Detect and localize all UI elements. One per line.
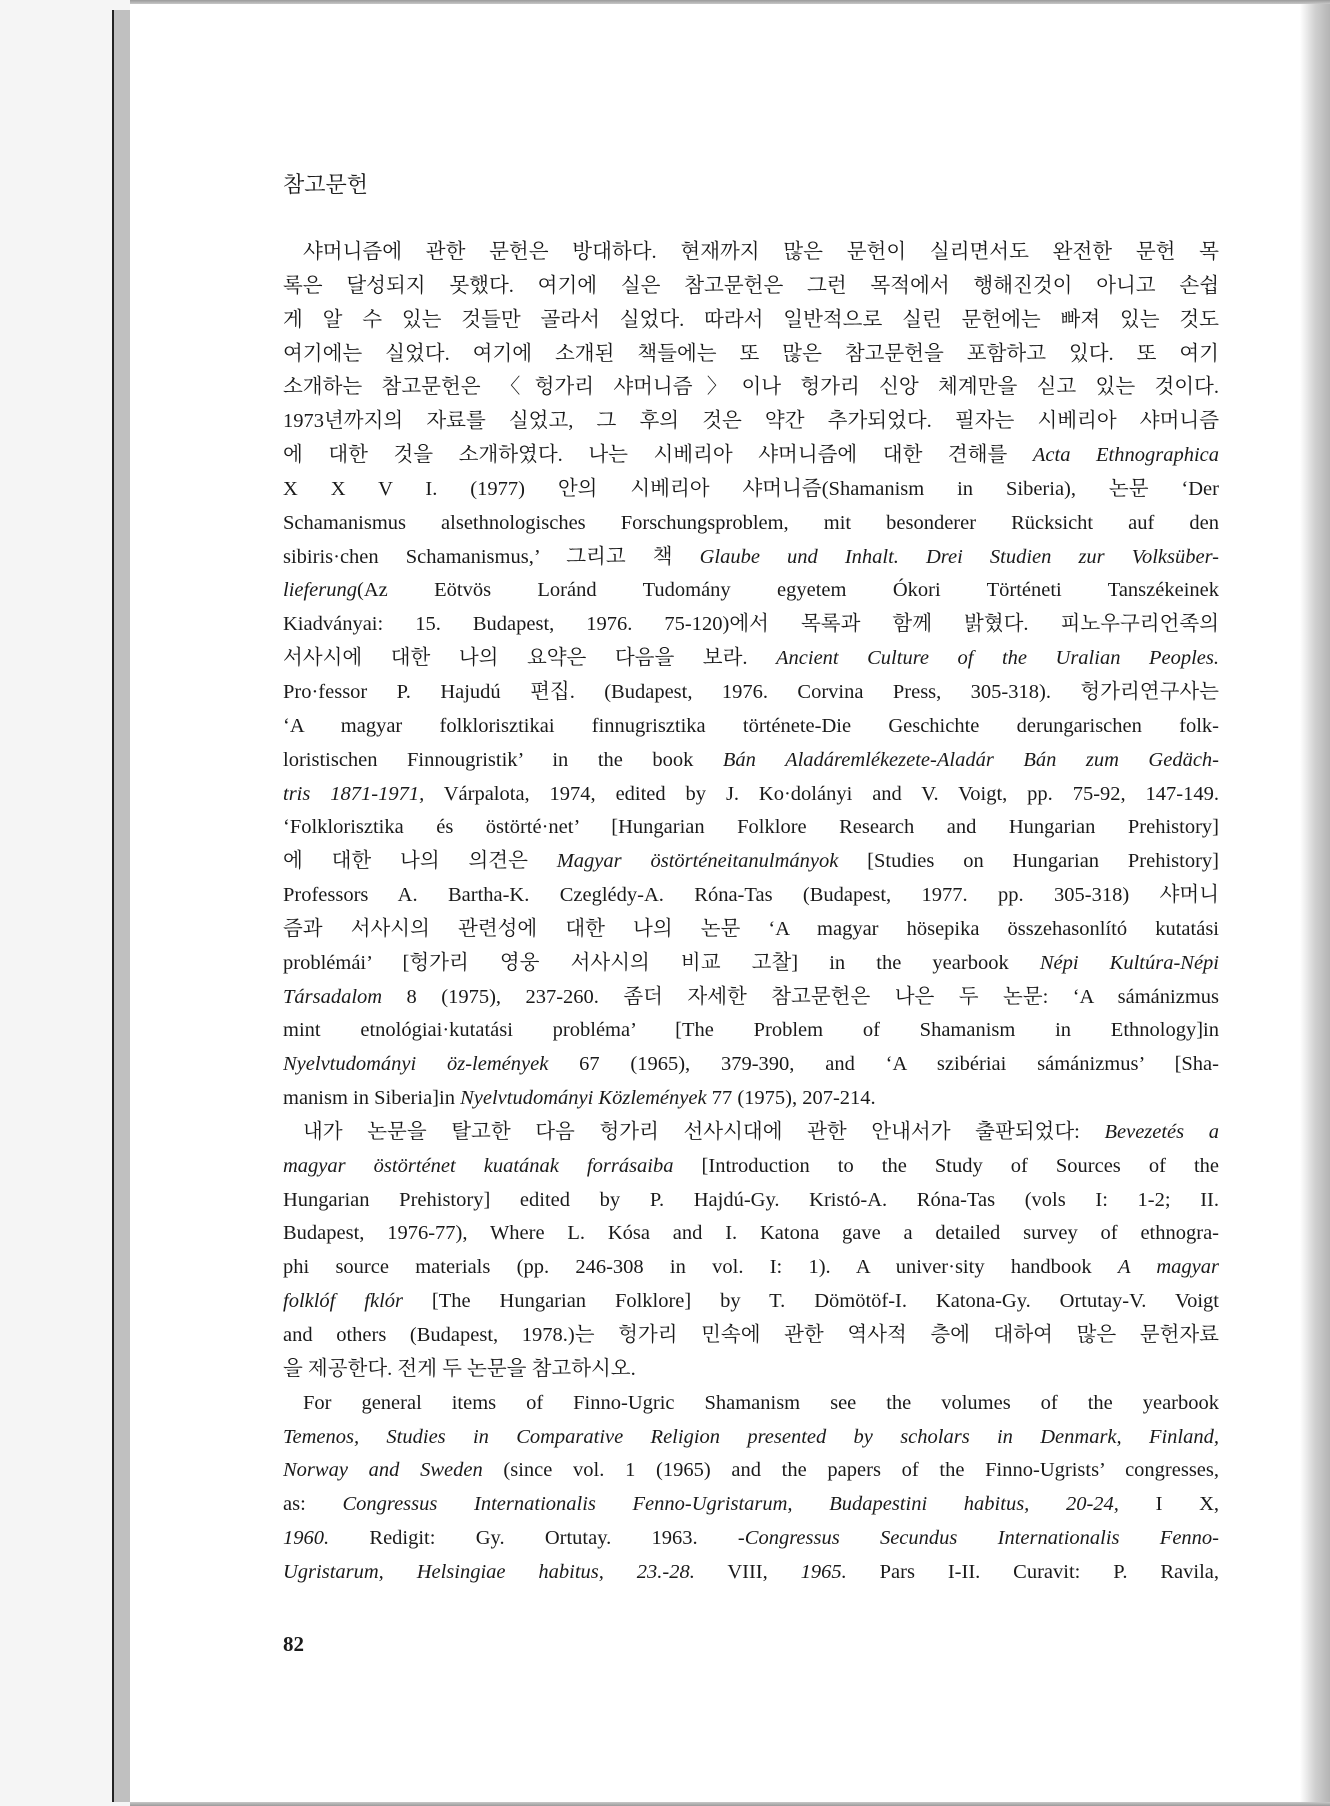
line-text: phi source materials (pp. 246-308 in vol. I: 1). A univer·sity handbook <box>283 1256 1118 1279</box>
text-line <box>283 1048 1219 1082</box>
line-text: and others (Budapest, 1978.)는 헝가리 민속에 관한 역사적 층에 대하여 많은 문헌자료 <box>283 1324 1219 1346</box>
italic-title-text: Nyelvtudományi öz-lemények <box>283 1053 549 1076</box>
line-text: VIII, <box>694 1560 801 1583</box>
line-text: 에 대한 것을 소개하였다. 나는 시베리아 샤머니즘에 대한 견해를 <box>283 444 1033 467</box>
italic-title-text: 1965. <box>800 1560 847 1583</box>
italic-title-text: Bevezetés a <box>1104 1120 1219 1143</box>
line-text: [Introduction to the Study of Sources of the <box>673 1154 1219 1177</box>
line-text: sibiris·chen Schamanismus,’ 그리고 책 <box>283 545 700 568</box>
line-text: 77 (1975), 207-214. <box>706 1087 876 1110</box>
italic-title-text: Norway and Sweden <box>283 1459 483 1482</box>
italic-title-text: magyar östörténet kuatának forrásaiba <box>283 1154 674 1177</box>
text-line <box>283 1285 1219 1319</box>
line-text: Redigit: Gy. Ortutay. 1963. - <box>329 1527 745 1550</box>
line-text: 1973년까지의 자료를 실었고, 그 후의 것은 약간 추가되었다. 필자는 시베리아 샤머니즘 <box>283 410 1219 433</box>
italic-title-text: Congressus Secundus Internationalis Fenno- <box>744 1527 1219 1550</box>
line-text: loristischen Finnougristik’ in the book <box>283 748 723 771</box>
italic-title-text: Ancient Culture of the Uralian Peoples. <box>776 647 1219 670</box>
italic-title-text: folklóf fklór <box>283 1290 404 1313</box>
text-line <box>283 1014 1219 1048</box>
line-text: 을 제공한다. 전게 두 논문을 참고하시오. <box>283 1357 636 1380</box>
line-text: Kiadványai: 15. Budapest, 1976. 75-120)에서 목록과 함께 밝혔다. 피노우구리언족의 <box>283 613 1219 636</box>
text-line <box>283 304 1219 338</box>
line-text: X X V I. (1977) 안의 시베리아 샤머니즘(Shamanism in Siberia), 논문 ‘Der <box>283 477 1219 500</box>
line-text: Várpalota, 1974, edited by J. Ko·dolányi and V. Voigt, pp. 75-92, 147-149. <box>424 782 1219 805</box>
line-text: 에 대한 나의 의견은 <box>283 850 557 873</box>
text-line <box>283 1217 1219 1251</box>
text-line <box>283 1353 1219 1387</box>
text-line <box>283 338 1219 372</box>
text-line <box>283 1116 1219 1150</box>
italic-title-text: Magyar östörténeitanulmányok <box>556 850 839 873</box>
text-line <box>283 236 1219 270</box>
text-line <box>283 744 1219 778</box>
page-number: 82 <box>283 1632 304 1656</box>
text-line <box>283 574 1219 608</box>
text-line <box>283 1184 1219 1218</box>
line-text: 게 알 수 있는 것들만 골라서 실었다. 따라서 일반적으로 실린 문헌에는 빠져 있는 것도 <box>283 308 1219 331</box>
text-line <box>283 1319 1219 1353</box>
line-text: 여기에는 실었다. 여기에 소개된 책들에는 또 많은 참고문헌을 포함하고 있다. 또 여기 <box>283 342 1219 365</box>
text-line <box>283 1082 1219 1116</box>
text-line <box>283 608 1219 642</box>
text-line <box>283 1454 1219 1488</box>
line-text: 67 (1965), 379-390, and ‘A szibériai sámánizmus’ [Sha- <box>548 1053 1219 1076</box>
text-line <box>283 405 1219 439</box>
text-line <box>283 270 1219 304</box>
line-text: [Studies on Hungarian Prehistory] <box>838 850 1219 873</box>
text-line <box>283 947 1219 981</box>
italic-title-text: Congressus Internationalis Fenno-Ugristarum, Budapestini habitus, 20-24, <box>342 1493 1119 1516</box>
text-line <box>283 1150 1219 1184</box>
text-line <box>283 642 1219 676</box>
line-text: (since vol. 1 (1965) and the papers of the Finno-Ugrists’ congresses, <box>482 1459 1219 1482</box>
text-line <box>283 1251 1219 1285</box>
italic-title-text: Acta Ethnographica <box>1032 444 1219 467</box>
line-text: 샤머니즘에 관한 문헌은 방대하다. 현재까지 많은 문헌이 실리면서도 완전한 문헌 목 <box>303 241 1219 263</box>
italic-title-text: Glaube und Inhalt. Drei Studien zur Volksüber- <box>699 545 1219 568</box>
line-text: 서사시에 대한 나의 요약은 다음을 보라. <box>283 647 777 670</box>
line-text: 즘과 서사시의 관련성에 대한 나의 논문 ‘A magyar hösepika összehasonlító kutatási <box>283 917 1219 940</box>
line-text: 록은 달성되지 못했다. 여기에 실은 참고문헌은 그런 목적에서 행해진것이 아니고 손쉽 <box>283 274 1219 297</box>
line-text: 8 (1975), 237-260. 좀더 자세한 참고문헌은 나은 두 논문: ‘A sámánizmus <box>382 985 1219 1008</box>
italic-title-text: Népi Kultúra-Népi <box>1039 951 1219 974</box>
line-text: Budapest, 1976-77), Where L. Kósa and I. Katona gave a detailed survey of ethnogra- <box>283 1222 1219 1245</box>
line-text: I X, <box>1118 1493 1219 1516</box>
text-line <box>283 710 1219 744</box>
text-line <box>283 541 1219 575</box>
text-line <box>283 879 1219 913</box>
italic-title-text: 1960. <box>283 1527 330 1550</box>
text-line <box>283 778 1219 812</box>
line-text: Pro·fessor P. Hajudú 편집. (Budapest, 1976. Corvina Press, 305-318). 헝가리연구사는 <box>283 680 1219 703</box>
page-right-shadow <box>1300 4 1330 1802</box>
text-line <box>283 676 1219 710</box>
italic-title-text: lieferung <box>283 579 358 602</box>
italic-title-text: Nyelvtudományi Közlemények <box>460 1087 707 1110</box>
text-line <box>283 811 1219 845</box>
line-text: mint etnológiai·kutatási probléma’ [The Problem of Shamanism in Ethnology]in <box>283 1019 1219 1042</box>
line-text: [The Hungarian Folklore] by T. Dömötöf-I. Katona-Gy. Ortutay-V. Voigt <box>403 1290 1219 1313</box>
line-text: For general items of Finno-Ugric Shamanism see the volumes of the yearbook <box>303 1391 1219 1414</box>
text-line <box>283 1522 1219 1556</box>
line-text: 내가 논문을 탈고한 다음 헝가리 선사시대에 관한 안내서가 출판되었다: <box>303 1120 1105 1143</box>
section-heading: 참고문헌 <box>283 173 369 198</box>
line-text: Professors A. Bartha-K. Czeglédy-A. Róna-Tas (Budapest, 1977. pp. 305-318) 샤머니 <box>283 884 1219 907</box>
italic-title-text: Ugristarum, Helsingiae habitus, 23.-28. <box>283 1560 695 1583</box>
line-text: problémái’ [헝가리 영웅 서사시의 비교 고찰] in the yearbook <box>283 951 1040 974</box>
text-line <box>283 473 1219 507</box>
text-line <box>283 1421 1219 1455</box>
italic-title-text: tris 1871-1971, <box>283 782 425 805</box>
text-line <box>283 1387 1219 1421</box>
italic-title-text: A magyar <box>1117 1256 1219 1279</box>
text-line <box>283 1488 1219 1522</box>
line-text: ‘Folklorisztika és östörté·net’ [Hungarian Folklore Research and Hungarian Prehistory] <box>283 816 1219 839</box>
line-text: (Az Eötvös Loránd Tudomány egyetem Ókori Történeti Tanszékeinek <box>357 579 1219 602</box>
line-text: Schamanismus alsethnologisches Forschungsproblem, mit besonderer Rücksicht auf den <box>283 511 1219 534</box>
text-line <box>283 1556 1219 1590</box>
line-text: as: <box>283 1493 343 1516</box>
italic-title-text: Temenos, Studies in Comparative Religion presented by scholars in Denmark, Finland, <box>283 1425 1219 1448</box>
text-line <box>283 981 1219 1015</box>
text-line <box>283 371 1219 405</box>
text-line <box>283 439 1219 473</box>
line-text: ‘A magyar folklorisztikai finnugrisztika története-Die Geschichte derungarischen folk- <box>283 714 1219 737</box>
text-line <box>283 507 1219 541</box>
line-text: manism in Siberia]in <box>283 1087 461 1110</box>
line-text: 소개하는 참고문헌은 〈헝가리 샤머니즘〉이나 헝가리 신앙 체계만을 싣고 있는 것이다. <box>283 376 1219 399</box>
viewer-bottom-edge <box>130 1802 1330 1806</box>
line-text: Hungarian Prehistory] edited by P. Hajdú-Gy. Kristó-A. Róna-Tas (vols I: 1-2; II. <box>283 1188 1219 1211</box>
italic-title-text: Társadalom <box>283 985 383 1008</box>
text-line <box>283 845 1219 879</box>
italic-title-text: Bán Aladáremlékezete-Aladár Bán zum Gedäch- <box>722 748 1219 771</box>
reference-text-body <box>283 236 1219 1590</box>
text-line <box>283 913 1219 947</box>
line-text: Pars I-II. Curavit: P. Ravila, <box>846 1560 1219 1583</box>
